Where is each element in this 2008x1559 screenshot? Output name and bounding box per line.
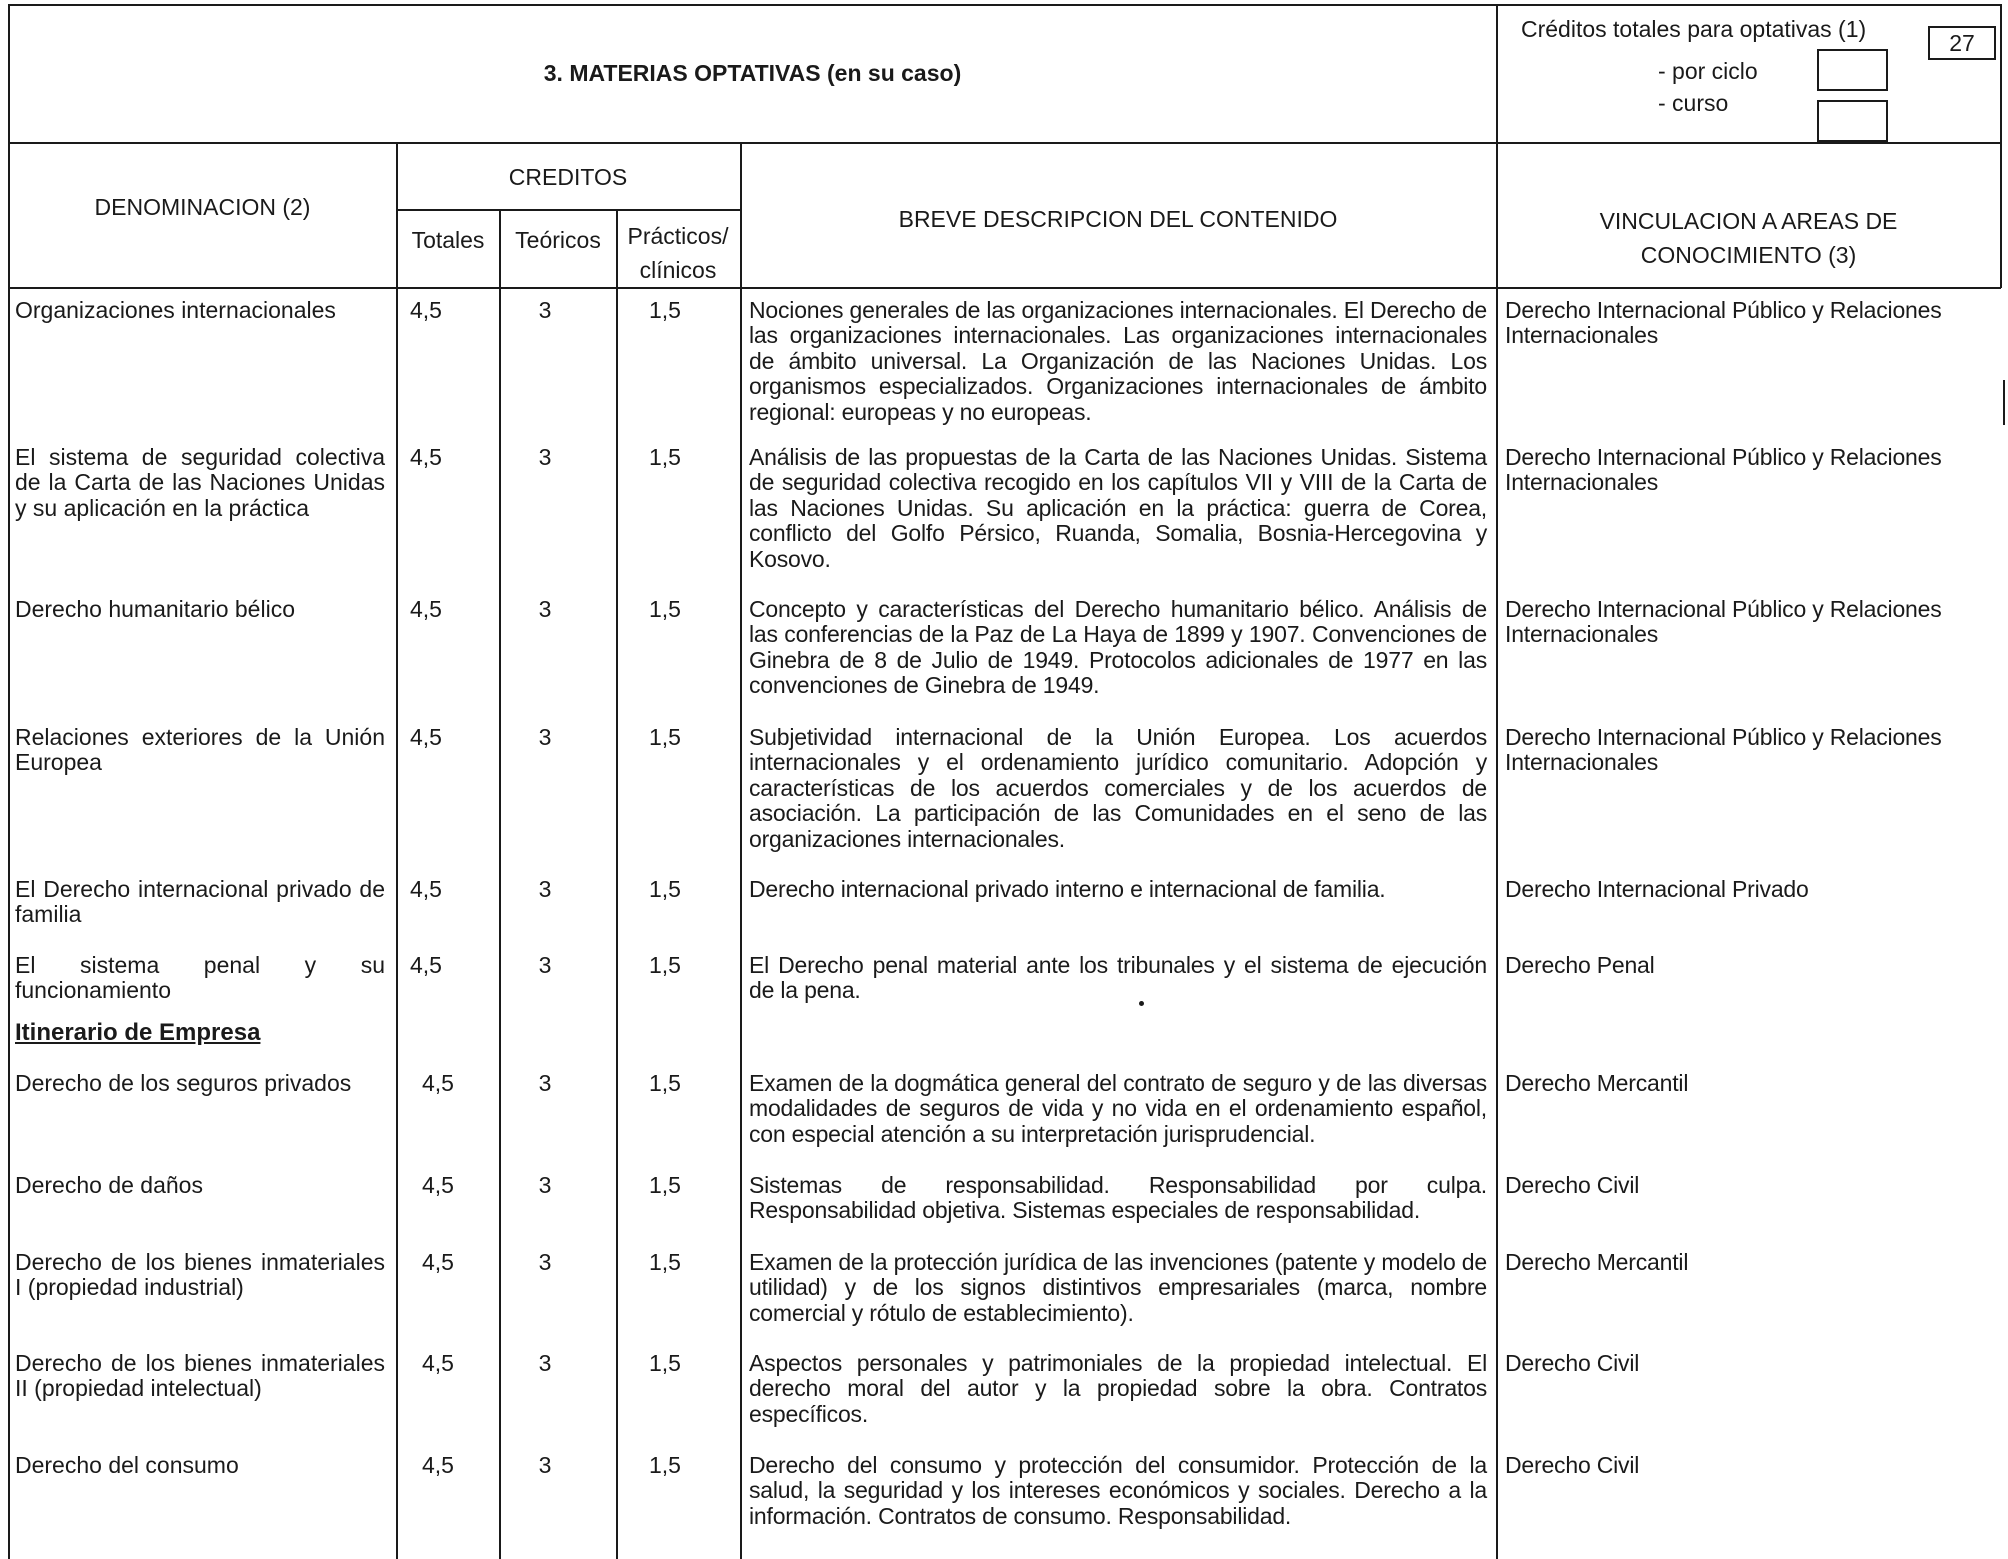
col-vinculacion-line2: CONOCIMIENTO (3) [1640,242,1857,268]
col-practicos-line2: clínicos [639,257,717,283]
col-practicos [617,219,739,287]
row-totales: 4,5 [410,952,442,978]
col-practicos-line1: Prácticos/ [627,223,729,249]
row-name: El Derecho internacional privado de familia [15,876,385,928]
row-name: Organizaciones internacionales [15,297,336,323]
creditos-totales-label: Créditos totales para optativas (1) [1521,16,1867,42]
row-totales: 4,5 [422,1350,454,1376]
rule-header [8,142,2001,144]
row-practicos: 1,5 [649,596,681,622]
row-practicos: 1,5 [649,1070,681,1096]
section-title: 3. MATERIAS OPTATIVAS (en su caso) [543,59,962,86]
row-name: El sistema de seguridad colectiva de la Carta de las Naciones Unidas y su aplicación en la práctica [15,444,385,521]
rule-area [1496,4,1498,1559]
row-area: Derecho Civil [1505,1350,1640,1376]
row-name: Derecho humanitario bélico [15,596,295,622]
row-descripcion: Derecho del consumo y protección del consumidor. Protección de la salud, la seguridad y los intereses económicos y sociales. Derecho a la información. Contratos de consumo. Responsabilidad. [749,1452,1487,1529]
row-teoricos: 3 [538,297,552,323]
curso-label: - curso [1658,90,1729,116]
rule-practicos [740,142,742,1559]
rule-right [2000,4,2002,288]
row-totales: 4,5 [410,724,442,750]
row-practicos: 1,5 [649,1350,681,1376]
rule-top [8,4,2001,6]
rule-columns [8,287,2001,289]
row-practicos: 1,5 [649,724,681,750]
row-practicos: 1,5 [649,297,681,323]
row-descripcion: Nociones generales de las organizaciones internacionales. El Derecho de las organizaciones internacionales. Las organizaciones internacionales de ámbito universal. La Organización de las Naciones Unidas. Los organismos especializados. Organizaciones internacionales de ámbito regional: europeas y no europeas. [749,297,1487,425]
row-name: El sistema penal y su funcionamiento [15,952,385,1004]
credits-summary [1497,4,2000,142]
row-descripcion: Concepto y características del Derecho humanitario bélico. Análisis de las conferencias de la Paz de La Haya de 1899 y 1907. Convenciones de Ginebra de 8 de Julio de 1949. Protocolos adicionales de 1977 en las convenciones de Ginebra de 1949. [749,596,1487,699]
ink-dot [1139,1001,1144,1006]
por-ciclo-label: - por ciclo [1658,58,1758,84]
row-practicos: 1,5 [649,444,681,470]
row-area: Derecho Mercantil [1505,1249,1689,1275]
row-totales: 4,5 [410,596,442,622]
row-descripcion: Aspectos personales y patrimoniales de la propiedad intelectual. El derecho moral del autor y la propiedad sobre la obra. Contratos específicos. [749,1350,1487,1427]
row-teoricos: 3 [538,1350,552,1376]
rule-left [8,4,10,1559]
row-totales: 4,5 [410,876,442,902]
row-teoricos: 3 [538,1070,552,1096]
row-area: Derecho Mercantil [1505,1070,1689,1096]
row-descripcion: Examen de la dogmática general del contrato de seguro y de las diversas modalidades de seguros de vida y no vida en el ordenamiento español, con especial atención a su interpretación jurisprudencial. [749,1070,1487,1147]
row-area: Derecho Internacional Público y Relaciones Internacionales [1505,596,1942,648]
col-totales: Totales [411,227,485,253]
rule-name [396,142,398,1559]
row-name: Derecho de daños [15,1172,203,1198]
row-totales: 4,5 [410,444,442,470]
row-teoricos: 3 [538,952,552,978]
row-totales: 4,5 [422,1452,454,1478]
row-descripcion: Derecho internacional privado interno e internacional de familia. [749,876,1386,902]
row-area: Derecho Penal [1505,952,1655,978]
rule-teoricos [616,209,618,1559]
row-teoricos: 3 [538,444,552,470]
row-descripcion: Examen de la protección jurídica de las invenciones (patente y modelo de utilidad) y de los signos distintivos empresariales (marca, nombre comercial y rótulo de establecimiento). [749,1249,1487,1326]
row-practicos: 1,5 [649,1249,681,1275]
row-area: Derecho Internacional Público y Relaciones Internacionales [1505,297,1942,349]
row-name: Derecho de los bienes inmateriales II (propiedad intelectual) [15,1350,385,1402]
col-vinculacion-line1: VINCULACION A AREAS DE [1599,208,1898,234]
row-totales: 4,5 [422,1070,454,1096]
row-name: Derecho del consumo [15,1452,239,1478]
row-name: Derecho de los bienes inmateriales I (propiedad industrial) [15,1249,385,1301]
row-totales: 4,5 [410,297,442,323]
row-area: Derecho Internacional Privado [1505,876,1809,902]
col-creditos: CREDITOS [508,164,628,190]
por-ciclo-box [1817,49,1888,91]
row-teoricos: 3 [538,596,552,622]
col-teoricos: Teóricos [515,227,601,253]
row-descripcion: Subjetividad internacional de la Unión Europea. Los acuerdos internacionales y el ordenamiento jurídico comunitario. Adopción y características de los acuerdos comerciales y de los acuerdos de asociación. La participación de las Comunidades en el seno de las organizaciones internacionales. [749,724,1487,852]
row-teoricos: 3 [538,724,552,750]
col-descripcion: BREVE DESCRIPCION DEL CONTENIDO [898,206,1338,232]
rule-creditos [397,209,741,211]
row-teoricos: 3 [538,1249,552,1275]
row-totales: 4,5 [422,1249,454,1275]
row-area: Derecho Civil [1505,1452,1640,1478]
row-descripcion: Análisis de las propuestas de la Carta de las Naciones Unidas. Sistema de seguridad colectiva recogido en los capítulos VII y VIII de la Carta de las Naciones Unidas. Su aplicación en la práctica: guerra de Corea, conflicto del Golfo Pérsico, Ruanda, Somalia, Bosnia-Hercegovina y Kosovo. [749,444,1487,572]
row-teoricos: 3 [538,876,552,902]
row-totales: 4,5 [422,1172,454,1198]
row-area: Derecho Internacional Público y Relaciones Internacionales [1505,444,1942,496]
row-teoricos: 3 [538,1452,552,1478]
row-practicos: 1,5 [649,1452,681,1478]
col-vinculacion [1497,204,2000,272]
row-name: Derecho de los seguros privados [15,1070,352,1096]
creditos-totales-value: 27 [1949,29,1975,56]
row-descripcion: Sistemas de responsabilidad. Responsabilidad por culpa. Responsabilidad objetiva. Sistemas especiales de responsabilidad. [749,1172,1487,1224]
row-practicos: 1,5 [649,1172,681,1198]
curso-box [1817,100,1888,142]
row-teoricos: 3 [538,1172,552,1198]
row-descripcion: El Derecho penal material ante los tribunales y el sistema de ejecución de la pena. [749,952,1487,1004]
row-practicos: 1,5 [649,952,681,978]
rule-totales [499,209,501,1559]
edge-mark [2003,380,2005,425]
creditos-totales-box [1928,26,1996,60]
row-name: Relaciones exteriores de la Unión Europea [15,724,385,776]
section-heading: Itinerario de Empresa [15,1019,261,1046]
row-area: Derecho Civil [1505,1172,1640,1198]
col-denominacion: DENOMINACION (2) [94,194,311,220]
row-practicos: 1,5 [649,876,681,902]
row-area: Derecho Internacional Público y Relaciones Internacionales [1505,724,1942,776]
